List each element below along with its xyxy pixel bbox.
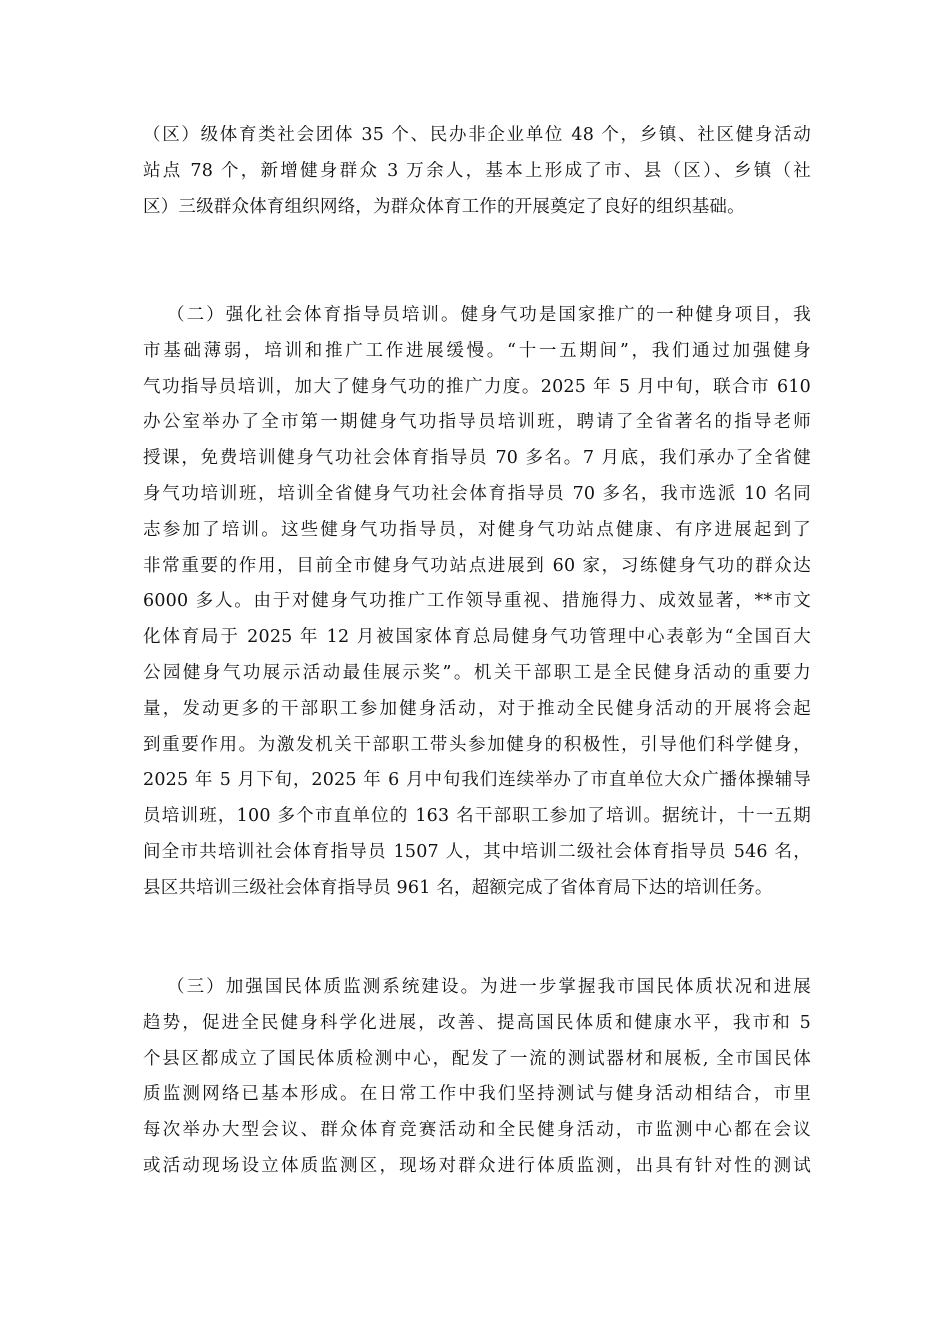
text-line: 员培训班，100 多个市直单位的 163 名干部职工参加了培训。据统计，十一五期 xyxy=(143,806,811,827)
text-line: 市基础薄弱，培训和推广工作进展缓慢。“十一五期间”，我们通过加强健身 xyxy=(143,340,811,361)
text-line: 县区共培训三级社会体育指导员 961 名，超额完成了省体育局下达的培训任务。 xyxy=(143,877,773,898)
text-line: 间全市共培训社会体育指导员 1507 人，其中培训二级社会体育指导员 546 名， xyxy=(143,841,811,862)
text-line: 2025 年 5 月下旬，2025 年 6 月中旬我们连续举办了市直单位大众广播体操辅导 xyxy=(143,770,811,791)
text-line: 6000 多人。由于对健身气功推广工作领导重视、措施得力、成效显著，**市文 xyxy=(143,591,811,612)
text-line: 非常重要的作用，目前全市健身气功站点进展到 60 家，习练健身气功的群众达 xyxy=(143,555,811,576)
text-line: 气功指导员培训，加大了健身气功的推广力度。2025 年 5 月中旬，联合市 610 xyxy=(143,376,811,397)
text-line: 量，发动更多的干部职工参加健身活动，对于推动全民健身活动的开展将会起 xyxy=(143,698,811,719)
text-line: 质监测网络已基本形成。在日常工作中我们坚持测试与健身活动相结合，市里 xyxy=(143,1084,811,1105)
text-line: 个县区都成立了国民体质检测中心，配发了一流的测试器材和展板, 全市国民体 xyxy=(143,1048,811,1069)
paragraph-instructor-training xyxy=(143,298,811,907)
text-line: 趋势，促进全民健身科学化进展，改善、提高国民体质和健康水平，我市和 5 xyxy=(143,1012,811,1033)
text-line: （区）级体育类社会团体 35 个、民办非企业单位 48 个，乡镇、社区健身活动 xyxy=(143,125,811,145)
text-line: 身气功培训班，培训全省健身气功社会体育指导员 70 多名，我市选派 10 名同 xyxy=(143,483,811,504)
text-line: 授课，免费培训健身气功社会体育指导员 70 多名。7 月底，我们承办了全省健 xyxy=(143,448,811,469)
text-line: 站点 78 个，新增健身群众 3 万余人，基本上形成了市、县（区）、乡镇（社 xyxy=(143,160,811,181)
text-line: 公园健身气功展示活动最佳展示奖”。机关干部职工是全民健身活动的重要力 xyxy=(143,662,811,683)
text-line: 志参加了培训。这些健身气功指导员，对健身气功站点健康、有序进展起到了 xyxy=(143,519,811,540)
text-line: （二）强化社会体育指导员培训。健身气功是国家推广的一种健身项目，我 xyxy=(167,305,811,325)
paragraph-organization-network xyxy=(143,118,811,225)
text-line: 到重要作用。为激发机关干部职工带头参加健身的积极性，引导他们科学健身， xyxy=(143,734,811,755)
text-line: 化体育局于 2025 年 12 月被国家体育总局健身气功管理中心表彰为“全国百大 xyxy=(143,627,811,648)
text-line: 区）三级群众体育组织网络，为群众体育工作的开展奠定了良好的组织基础。 xyxy=(143,196,745,217)
text-line: 每次举办大型会议、群众体育竞赛活动和全民健身活动，市监测中心都在会议 xyxy=(143,1120,811,1141)
text-line: 或活动现场设立体质监测区，现场对群众进行体质监测，出具有针对性的测试 xyxy=(143,1155,811,1176)
text-line: 办公室举办了全市第一期健身气功指导员培训班，聘请了全省著名的指导老师 xyxy=(143,412,811,433)
text-line: （三）加强国民体质监测系统建设。为进一步掌握我市国民体质状况和进展 xyxy=(167,977,811,997)
paragraph-fitness-monitoring xyxy=(143,970,811,1185)
